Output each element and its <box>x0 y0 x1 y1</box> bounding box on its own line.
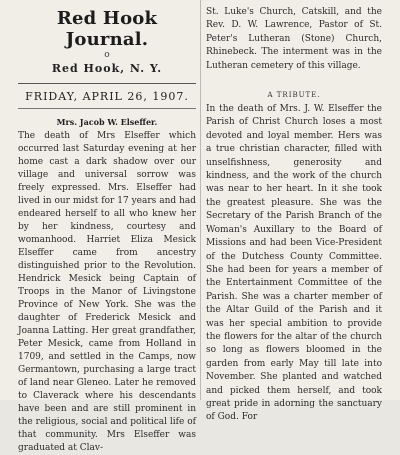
header-rule <box>18 83 196 84</box>
tribute-heading: A TRIBUTE. <box>267 91 321 100</box>
left-column <box>18 0 196 455</box>
continued-text: St. Luke's Church, Catskill, and the Rev. D. W. Lawrence, Pastor of St. Peter's Lutheran (Stone) Church, Rhinebeck. The interment was in the Lutheran cemetery of this village. <box>206 7 382 71</box>
date-rule <box>18 108 196 109</box>
column-divider <box>200 0 201 400</box>
obituary-body: The death of Mrs Elseffer which occurred last Saturday evening at her home cast a dark shadow over our village and universal sorrow was freely expressed. Mrs. Elseffer had lived in our midst for 17 years and had endeared herself to all who knew her by her kindness, courtesy and womanhood. Harriet Eliza Mesick Elseffer came from ancestry distinguished prior to the Revolution. Hendrick Mesick being Captain of Troops in the Manor of Livingstone Province of New York. She was the daughter of Frederick Mesick and Joanna Latting. Her great grandfather, Peter Mesick, came from Holland in 1709, and settled in the Camps, now Germantown, purchasing a large tract of land near Gleneo. Later he removed to Claverack where his descendants have been and are still prominent in the religious, social and political life of that community. Mrs Elseffer was graduated at Clav- <box>18 131 196 453</box>
masthead-place: Red Hook, N. Y. <box>51 62 163 75</box>
right-column <box>206 6 382 425</box>
obituary-heading: Mrs. Jacob W. Elseffer. <box>56 117 158 127</box>
masthead-title: Red Hook Journal. <box>56 8 158 50</box>
tribute-body: In the death of Mrs. J. W. Elseffer the Parish of Christ Church loses a most devoted and loyal member. Hers was a true christian character, filled with unselfishness, generosity and kindness, and the work of the church was near to her heart. In it she took the greatest pleasure. She was the Secretary of the Parish Branch of the Woman's Auxillary to the Board of Missions and had been Vice-President of the Dutchess County Committee. She had been for years a member of the Entertainment Committee of the Parish. She was a charter member of the Altar Guild of the Parish and it was her special ambition to provide the flowers for the altar of the church so long as flowers bloomed in the garden from early May till late into November. She planted and watched and picked them herself, and took great pride in adorning the sanctuary of God. For <box>206 104 382 423</box>
issue-date: FRIDAY, APRIL 26, 1907. <box>25 90 189 103</box>
masthead-ornament: o <box>104 50 110 60</box>
